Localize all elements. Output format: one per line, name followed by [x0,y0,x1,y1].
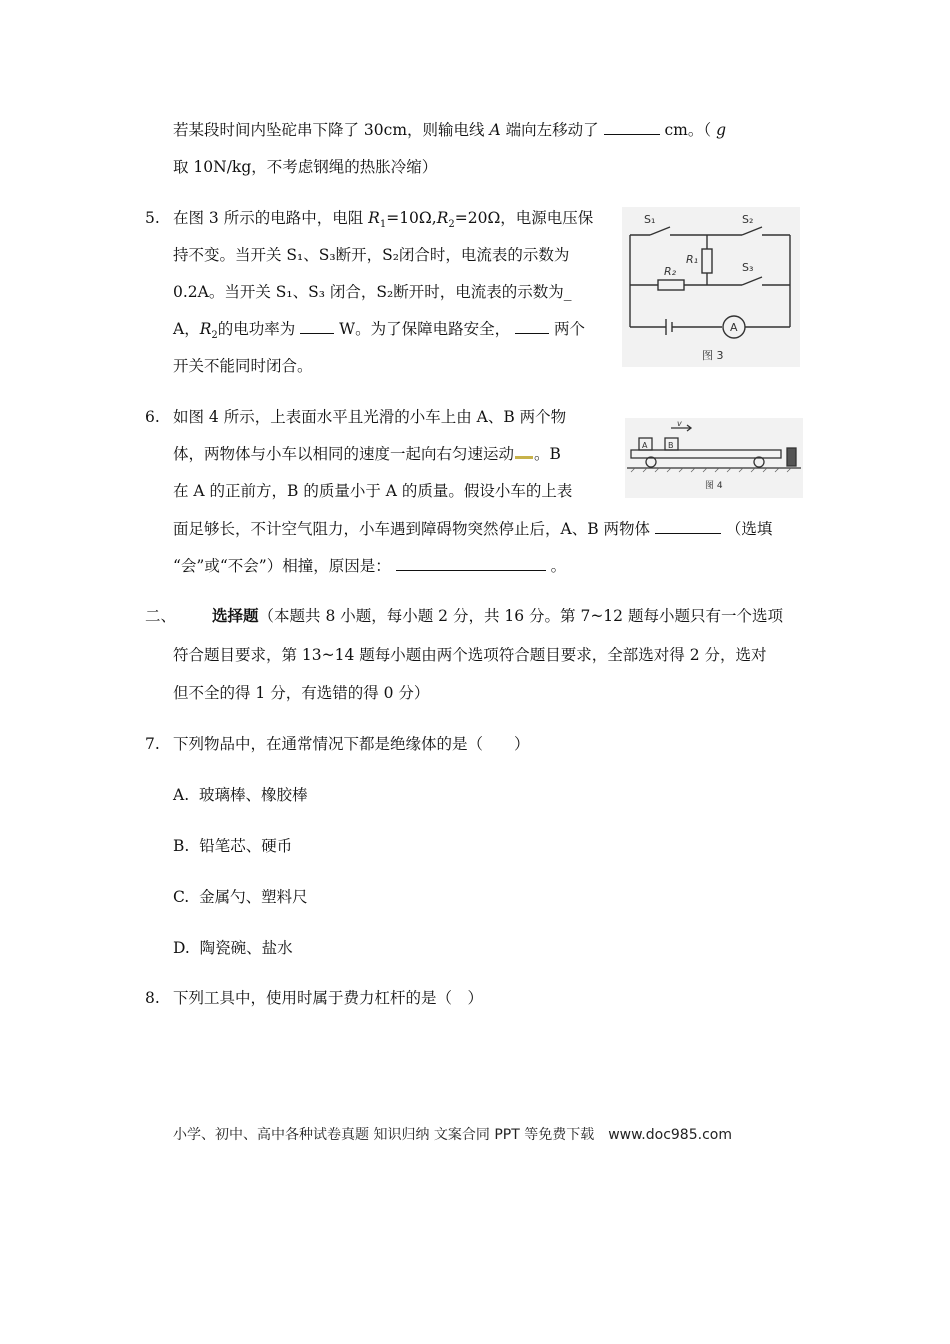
highlight-mark [515,456,533,459]
circuit-diagram [622,207,800,367]
q6-line-1: 如图 4 所示，上表面水平且光滑的小车上由 A、B 两个物 [173,408,567,426]
label-r2: R₂ [664,265,677,278]
answer-blank[interactable] [300,319,334,334]
figure-4-cart [625,418,803,498]
section-2-line-3: 但不全的得 1 分，有选错的得 0 分） [173,684,430,702]
section-2-line-2: 符合题目要求，第 13~14 题每小题由两个选项符合题目要求，全部选对得 2 分，选对 [173,646,767,664]
cart-diagram [625,418,803,498]
label-a: A [642,441,648,450]
section-title: 选择题 [212,606,259,625]
q7-option-c[interactable]: C. 金属勺、塑料尺 [173,888,308,906]
figure-4-caption: 图 4 [705,481,723,491]
q7-option-d[interactable]: D. 陶瓷碗、盐水 [173,939,293,957]
question-number: 7. [145,735,160,753]
q4-line-2: 取 10N/kg，不考虑钢绳的热胀冷缩） [173,158,438,176]
answer-blank[interactable] [515,319,549,334]
question-number: 6. [145,408,160,426]
q5-line-3: 0.2A。当开关 S₁、S₃ 闭合，S₂断开时，电流表的示数为_ [173,283,572,301]
label-b: B [668,441,674,450]
q4-line-1: 若某段时间内坠砣串下降了 30cm，则输电线 A 端向左移动了 cm。（ g [173,121,727,139]
q6-line-4: 面足够长，不计空气阻力，小车遇到障碍物突然停止后，A、B 两物体 （选填 [173,520,773,538]
question-number: 8. [145,989,160,1007]
label-s2: S₂ [742,213,754,226]
q5-line-2: 持不变。当开关 S₁、S₃断开，S₂闭合时，电流表的示数为 [173,246,570,264]
label-s1: S₁ [644,213,656,226]
q6-line-2: 体，两物体与小车以相同的速度一起向右匀速运动 。B [173,445,561,463]
figure-3-caption: 图 3 [702,349,724,362]
q6-line-3: 在 A 的正前方，B 的质量小于 A 的质量。假设小车的上表 [173,482,573,500]
section-number: 二、 [145,607,177,625]
q6-line-5: “会”或“不会”）相撞，原因是： 。 [173,557,567,575]
answer-blank[interactable] [396,556,546,571]
q8-stem: 下列工具中，使用时属于费力杠杆的是（ ） [173,989,484,1007]
label-r1: R₁ [686,253,699,266]
section-2-line-1: 选择题（本题共 8 小题，每小题 2 分，共 16 分。第 7~12 题每小题只有一个选项 [212,606,783,625]
figure-3-circuit [622,207,800,367]
q5-line-1: 在图 3 所示的电路中，电阻 $R_1=10\Omega,R_2=20\Omega$，电源电压保 [173,209,594,231]
question-number: 5. [145,209,160,227]
answer-blank[interactable] [604,120,660,135]
q5-line-5: 开关不能同时闭合。 [173,357,313,375]
page-footer: 小学、初中、高中各种试卷真题 知识归纳 文案合同 PPT 等免费下载 www.doc985.com [173,1127,732,1143]
label-ammeter: A [730,321,738,334]
label-v: v [677,419,682,428]
q5-line-4: A，$R_2$的电功率为 W。为了保障电路安全， 两个 [173,320,585,342]
q7-stem: 下列物品中，在通常情况下都是绝缘体的是（ ） [173,735,530,753]
answer-blank[interactable] [655,519,721,534]
q7-option-a[interactable]: A. 玻璃棒、橡胶棒 [173,786,308,804]
label-s3: S₃ [742,261,754,274]
q7-option-b[interactable]: B. 铅笔芯、硬币 [173,837,293,855]
